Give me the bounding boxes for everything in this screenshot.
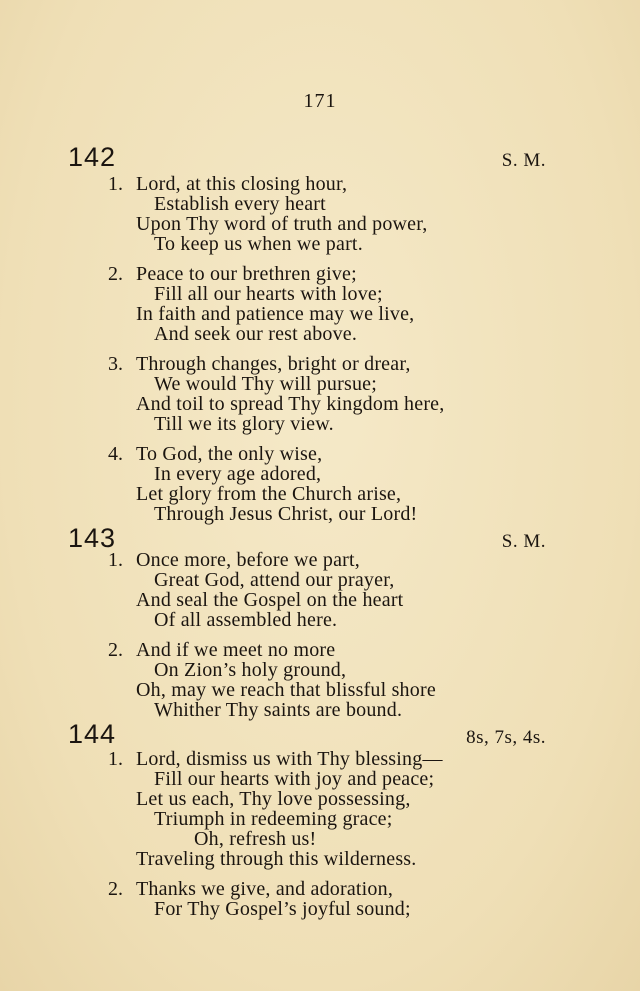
verse-line: We would Thy will pursue;: [154, 373, 377, 395]
stanza-number: 2.: [108, 263, 123, 285]
verse-line: Fill all our hearts with love;: [154, 283, 383, 305]
page-number: 171: [303, 90, 337, 112]
hymn-number: 144: [68, 719, 117, 749]
verse-line: Oh, refresh us!: [194, 828, 317, 850]
verse-line: Till we its glory view.: [154, 413, 334, 435]
verse-line: Triumph in redeeming grace;: [154, 808, 393, 830]
verse-line: Peace to our brethren give;: [136, 263, 357, 285]
verse-line: For Thy Gospel’s joyful sound;: [154, 898, 411, 920]
verse-line: Through changes, bright or drear,: [136, 353, 411, 375]
stanza-number: 1.: [108, 748, 123, 770]
verse-line: Oh, may we reach that blissful shore: [136, 679, 436, 701]
verse-line: Establish every heart: [154, 193, 326, 215]
hymn-number: 143: [68, 523, 117, 553]
verse-line: Of all assembled here.: [154, 609, 338, 631]
hymn-header: [68, 719, 546, 750]
verse-line: Let us each, Thy love possessing,: [136, 788, 411, 810]
verse-line: And if we meet no more: [136, 639, 336, 661]
hymn-meter: S. M.: [501, 150, 546, 171]
verse-line: Lord, dismiss us with Thy blessing—: [136, 748, 443, 770]
verse-line: And seek our rest above.: [154, 323, 358, 345]
verse-line: On Zion’s holy ground,: [154, 659, 347, 681]
verse-line: And toil to spread Thy kingdom here,: [136, 393, 445, 415]
stanza-number: 3.: [108, 353, 123, 375]
stanza-number: 4.: [108, 443, 123, 465]
verse-line: Great God, attend our prayer,: [154, 569, 395, 591]
verse-line: Lord, at this closing hour,: [136, 173, 348, 195]
verse-line: Whither Thy saints are bound.: [154, 699, 403, 721]
verse-line: To keep us when we part.: [154, 233, 363, 255]
stanza-number: 2.: [108, 878, 123, 900]
verse-line: To God, the only wise,: [136, 443, 323, 465]
verse-line: In faith and patience may we live,: [136, 303, 415, 325]
stanza-number: 2.: [108, 639, 123, 661]
verse-line: Once more, before we part,: [136, 549, 360, 571]
hymn-header: [68, 142, 546, 173]
verse-line: And seal the Gospel on the heart: [136, 589, 404, 611]
verse-line: Thanks we give, and adoration,: [136, 878, 394, 900]
verse-line: Upon Thy word of truth and power,: [136, 213, 428, 235]
stanza-number: 1.: [108, 549, 123, 571]
verse-line: In every age adored,: [154, 463, 322, 485]
hymn-meter: S. M.: [501, 531, 546, 552]
hymn-number: 142: [68, 142, 117, 172]
verse-line: Traveling through this wilderness.: [136, 848, 417, 870]
stanza-number: 1.: [108, 173, 123, 195]
verse-line: Let glory from the Church arise,: [136, 483, 402, 505]
verse-line: Through Jesus Christ, our Lord!: [154, 503, 418, 525]
verse-line: Fill our hearts with joy and peace;: [154, 768, 435, 790]
hymn-meter: 8s, 7s, 4s.: [466, 727, 546, 748]
